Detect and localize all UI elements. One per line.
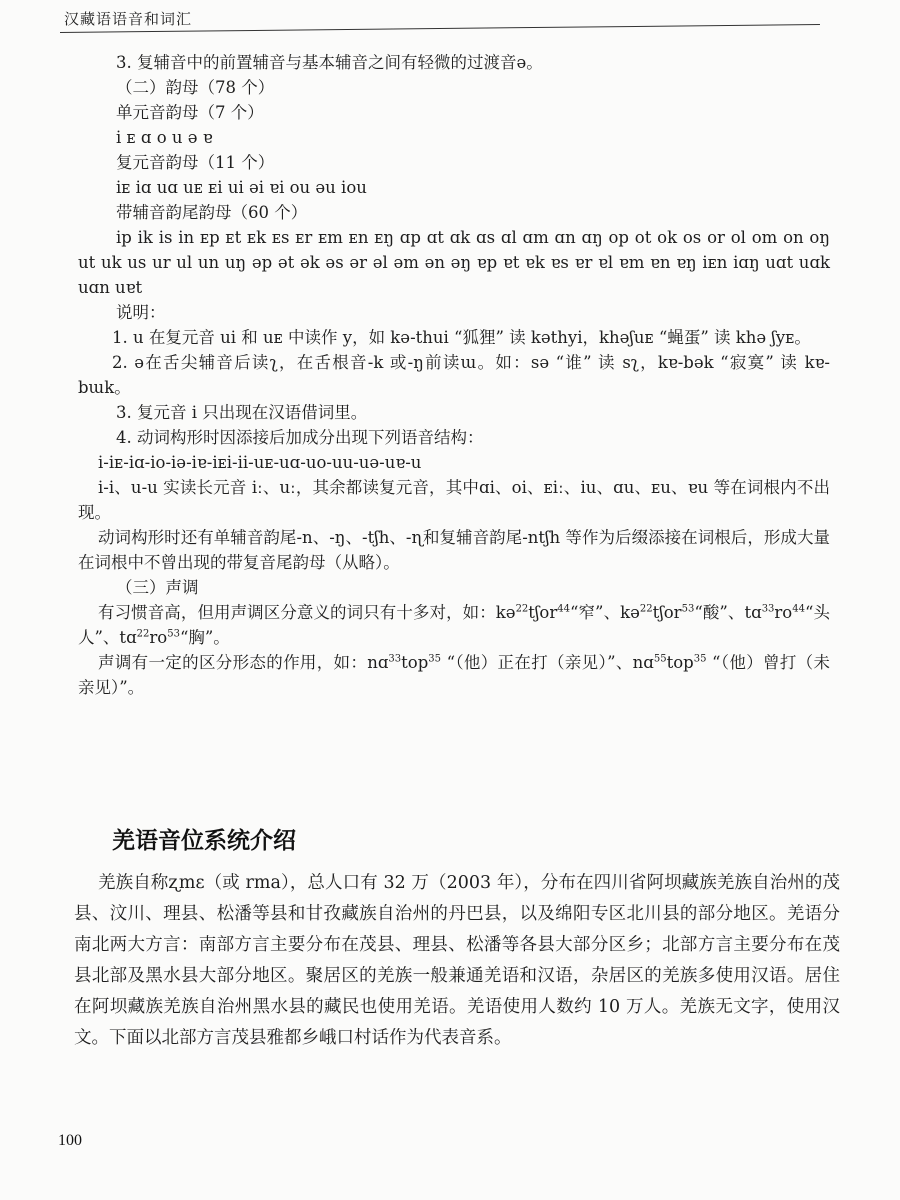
section-title: 羌语音位系统介绍 xyxy=(112,828,296,854)
subheading-tones: （三）声调 xyxy=(116,578,199,597)
tone-paragraph-1: 有习惯音高，但用声调区分意义的词只有十多对，如：kə$^{22}$tʃor$^{44}$“窄”、kə$^{22}$tʃor$^{53}$“酸”、$tɑ^{33}ro^{44}“$头人”、$tɑ^{22}ro^{53}“$胸”。 xyxy=(78,603,830,647)
subheading-finals: （二）韵母（78 个） xyxy=(116,78,275,97)
verb-structure-list: i-iᴇ-iɑ-io-iə-iɐ-iᴇi-ii-uᴇ-uɑ-uo-uu-uə-uɐ-u xyxy=(98,453,422,472)
coda-heading: 带辅音韵尾韵母（60 个） xyxy=(116,203,308,222)
explanation-1: 1. u 在复元音 ui 和 uᴇ 中读作 y，如 kə-thui “狐狸” 读 kəthyi，khəʃuᴇ “蝇蛋” 读 khə ʃyᴇ。 xyxy=(112,328,811,347)
monophthong-list: i ᴇ ɑ o u ə ɐ xyxy=(116,128,213,147)
tone-paragraph-2: 声调有一定的区分形态的作用，如：nɑ$^{33}$top$^{35}$ “（他）正在打（亲见）”、nɑ$^{55}$top$^{35}$ “（他）曾打（未亲见）”。 xyxy=(78,653,831,697)
explanation-3: 3. 复元音 i 只出现在汉语借词里。 xyxy=(116,403,368,422)
monophthong-heading: 单元音韵母（7 个） xyxy=(116,103,264,122)
running-header: 汉藏语语音和词汇 xyxy=(64,10,193,28)
diphthong-list: iᴇ iɑ uɑ uᴇ ᴇi ui əi ɐi ou əu iou xyxy=(116,178,367,197)
verb-suffix-note: 动词构形时还有单辅音韵尾-n、-ŋ、-tʃh、-ɳ和复辅音韵尾-ntʃh 等作为后缀添接在词根后，形成大量在词根中不曾出现的带复音尾韵母（从略）。 xyxy=(78,528,830,572)
explanation-2: 2. ə在舌尖辅音后读ʅ，在舌根音-k 或-ŋ前读ɯ。如：sə “谁” 读 sʅ，kɐ-bək “寂寞” 读 kɐ-bɯk。 xyxy=(78,353,830,397)
page-number: 100 xyxy=(58,1132,82,1149)
section-intro: 羌族自称ʐmɛ（或 rma），总人口有 32 万（2003 年），分布在四川省阿坝藏族羌族自治州的茂县、汶川、理县、松潘等县和甘孜藏族自治州的丹巴县，以及绵阳专区北川县的部分地区。羌语分南北两大方言：南部方言主要分布在茂县、理县、松潘等各县大部分区乡；北部方言主要分布在茂县北部及黑水县大部分地区。聚居区的羌族一般兼通羌语和汉语，杂居区的羌族多使用汉语。居住在阿坝藏族羌族自治州黑水县的藏民也使用羌语。羌语使用人数约 10 万人。羌族无文字，使用汉文。下面以北部方言茂县雅都乡峨口村话作为代表音系。 xyxy=(74,873,840,1048)
diphthong-heading: 复元音韵母（11 个） xyxy=(116,153,275,172)
note-3-transition: 3. 复辅音中的前置辅音与基本辅音之间有轻微的过渡音ə。 xyxy=(116,53,543,72)
explanation-4: 4. 动词构形时因添接后加成分出现下列语音结构： xyxy=(116,428,484,447)
explanation-label: 说明： xyxy=(116,303,166,322)
page-body xyxy=(78,50,830,700)
long-vowel-note: i-i、u-u 实读长元音 iː、uː，其余都读复元音，其中ɑi、oi、ᴇiː、iu、ɑu、ᴇu、ɐu 等在词根内不出现。 xyxy=(78,478,830,522)
coda-list: ip ik is in ᴇp ᴇt ᴇk ᴇs ᴇr ᴇm ᴇn ᴇŋ ɑp ɑt ɑk ɑs ɑl ɑm ɑn ɑŋ op ot ok os or ol om on oŋ ut uk us ur ul un uŋ əp ət ək əs ər əl əm ən əŋ ɐp ɐt ɐk ɐs ɐr ɐl ɐm ɐn ɐŋ iᴇn iɑŋ uɑt uɑk uɑn uɐt xyxy=(78,228,830,297)
